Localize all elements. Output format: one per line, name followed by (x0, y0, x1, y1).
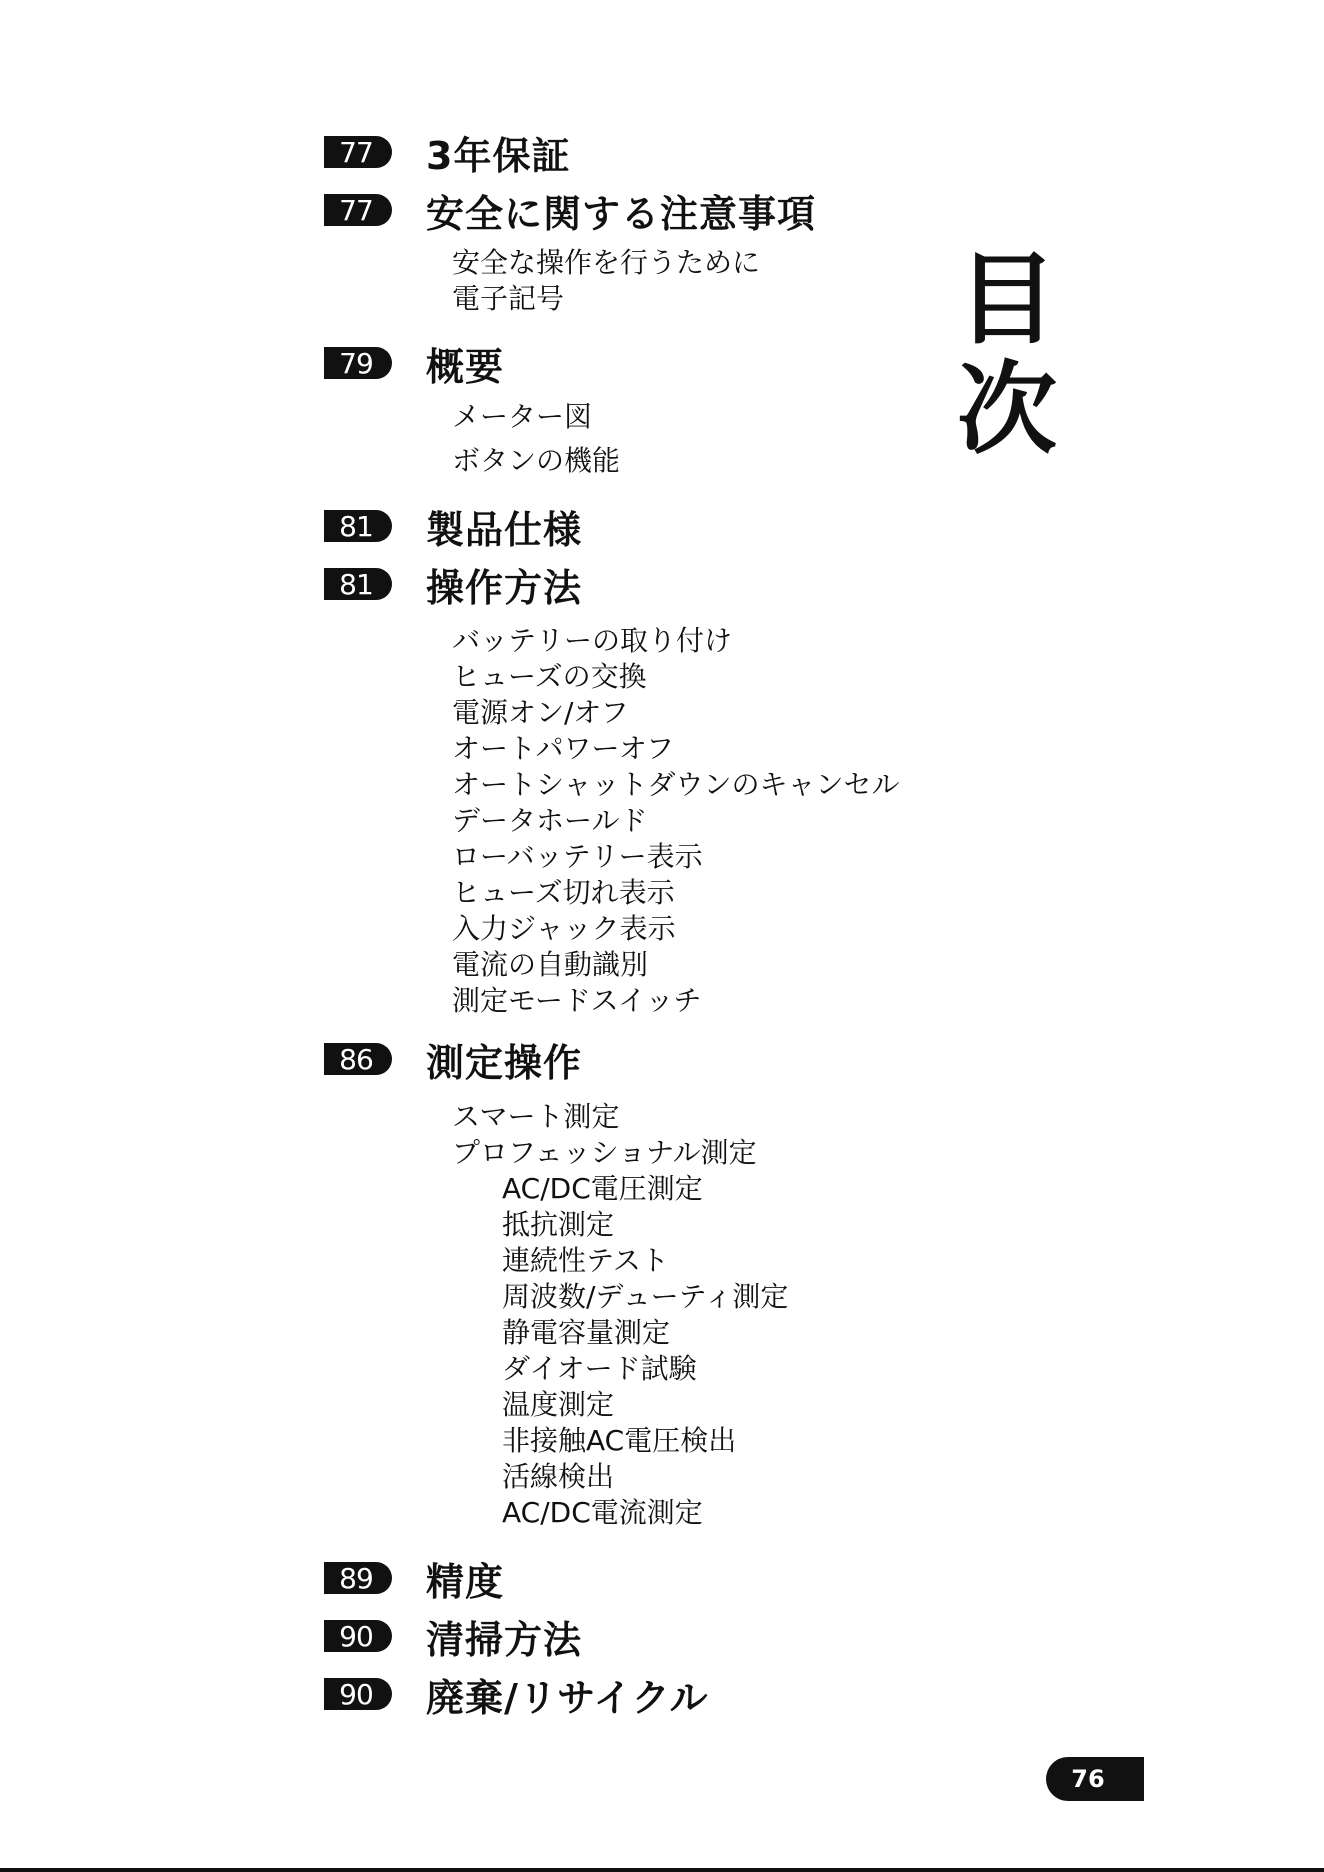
bottom-rule (0, 1868, 1324, 1872)
toc-subitem[interactable]: AC/DC電圧測定 (502, 1172, 703, 1205)
page-number: 76 (1046, 1757, 1144, 1801)
section-title: 3年保証 (426, 133, 571, 178)
toc-subitem[interactable]: ダイオード試験 (502, 1352, 697, 1385)
page-badge: 81 (324, 568, 392, 600)
page-badge: 90 (324, 1678, 392, 1710)
toc-section[interactable] (324, 338, 504, 388)
toc-heading-char: 目 (957, 241, 1057, 358)
toc-item[interactable]: ヒューズ切れ表示 (452, 876, 675, 909)
toc-section[interactable] (324, 501, 582, 551)
page-badge: 79 (324, 347, 392, 379)
toc-item[interactable]: バッテリーの取り付け (452, 624, 733, 657)
page-badge: 77 (324, 136, 392, 168)
toc-section[interactable] (324, 185, 816, 235)
page-badge: 81 (324, 510, 392, 542)
toc-section[interactable] (324, 1034, 582, 1084)
toc-item[interactable]: 測定モードスイッチ (452, 984, 702, 1017)
toc-heading-char: 次 (957, 351, 1057, 468)
section-title: 清掃方法 (426, 1617, 583, 1662)
toc-item[interactable]: ボタンの機能 (452, 444, 621, 477)
toc-item[interactable]: 電源オン/オフ (452, 696, 629, 729)
toc-item[interactable]: オートシャットダウンのキャンセル (452, 768, 900, 801)
page-badge: 89 (324, 1562, 392, 1594)
section-item-list (452, 245, 760, 317)
toc-subitem[interactable]: 活線検出 (502, 1460, 615, 1493)
toc-item[interactable]: ヒューズの交換 (452, 660, 647, 693)
toc-section[interactable] (324, 1669, 709, 1719)
toc-item[interactable]: オートパワーオフ (452, 732, 675, 765)
section-title: 精度 (426, 1559, 505, 1604)
toc-subitem[interactable]: 温度測定 (502, 1388, 615, 1421)
toc-item[interactable]: 安全な操作を行うために (452, 246, 761, 279)
toc-subitem[interactable]: 静電容量測定 (502, 1316, 671, 1349)
toc-item[interactable]: 電子記号 (452, 282, 565, 315)
section-item-list (452, 623, 899, 1019)
section-title: 廃棄/リサイクル (426, 1675, 709, 1720)
section-title: 安全に関する注意事項 (426, 191, 817, 236)
section-item-list (452, 1099, 788, 1531)
toc-heading (952, 241, 1062, 468)
toc-subitem[interactable]: 周波数/デューティ測定 (502, 1280, 789, 1313)
toc-section[interactable] (324, 1553, 504, 1603)
toc-subitem[interactable]: AC/DC電流測定 (502, 1496, 703, 1529)
section-title: 操作方法 (426, 565, 583, 610)
section-title: 測定操作 (426, 1040, 583, 1085)
section-title: 概要 (426, 344, 505, 389)
section-title: 製品仕様 (426, 507, 583, 552)
toc-item[interactable]: 電流の自動識別 (452, 948, 649, 981)
page-badge: 90 (324, 1620, 392, 1652)
toc-subitem[interactable]: 連続性テスト (502, 1244, 669, 1277)
section-item-list (452, 399, 620, 479)
toc-item[interactable]: データホールド (452, 804, 648, 837)
toc-section[interactable] (324, 559, 582, 609)
page-badge: 86 (324, 1043, 392, 1075)
toc-subitem[interactable]: 非接触AC電圧検出 (502, 1424, 737, 1457)
toc-subitem[interactable]: 抵抗測定 (502, 1208, 615, 1241)
toc-item[interactable]: スマート測定 (452, 1100, 620, 1133)
toc-section[interactable] (324, 127, 570, 177)
toc-item[interactable]: プロフェッショナル測定 (452, 1136, 757, 1169)
toc-section[interactable] (324, 1611, 582, 1661)
toc-item[interactable]: メーター図 (452, 400, 593, 433)
page-badge: 77 (324, 194, 392, 226)
toc-item[interactable]: 入力ジャック表示 (452, 912, 676, 945)
toc-item[interactable]: ローバッテリー表示 (452, 840, 703, 873)
